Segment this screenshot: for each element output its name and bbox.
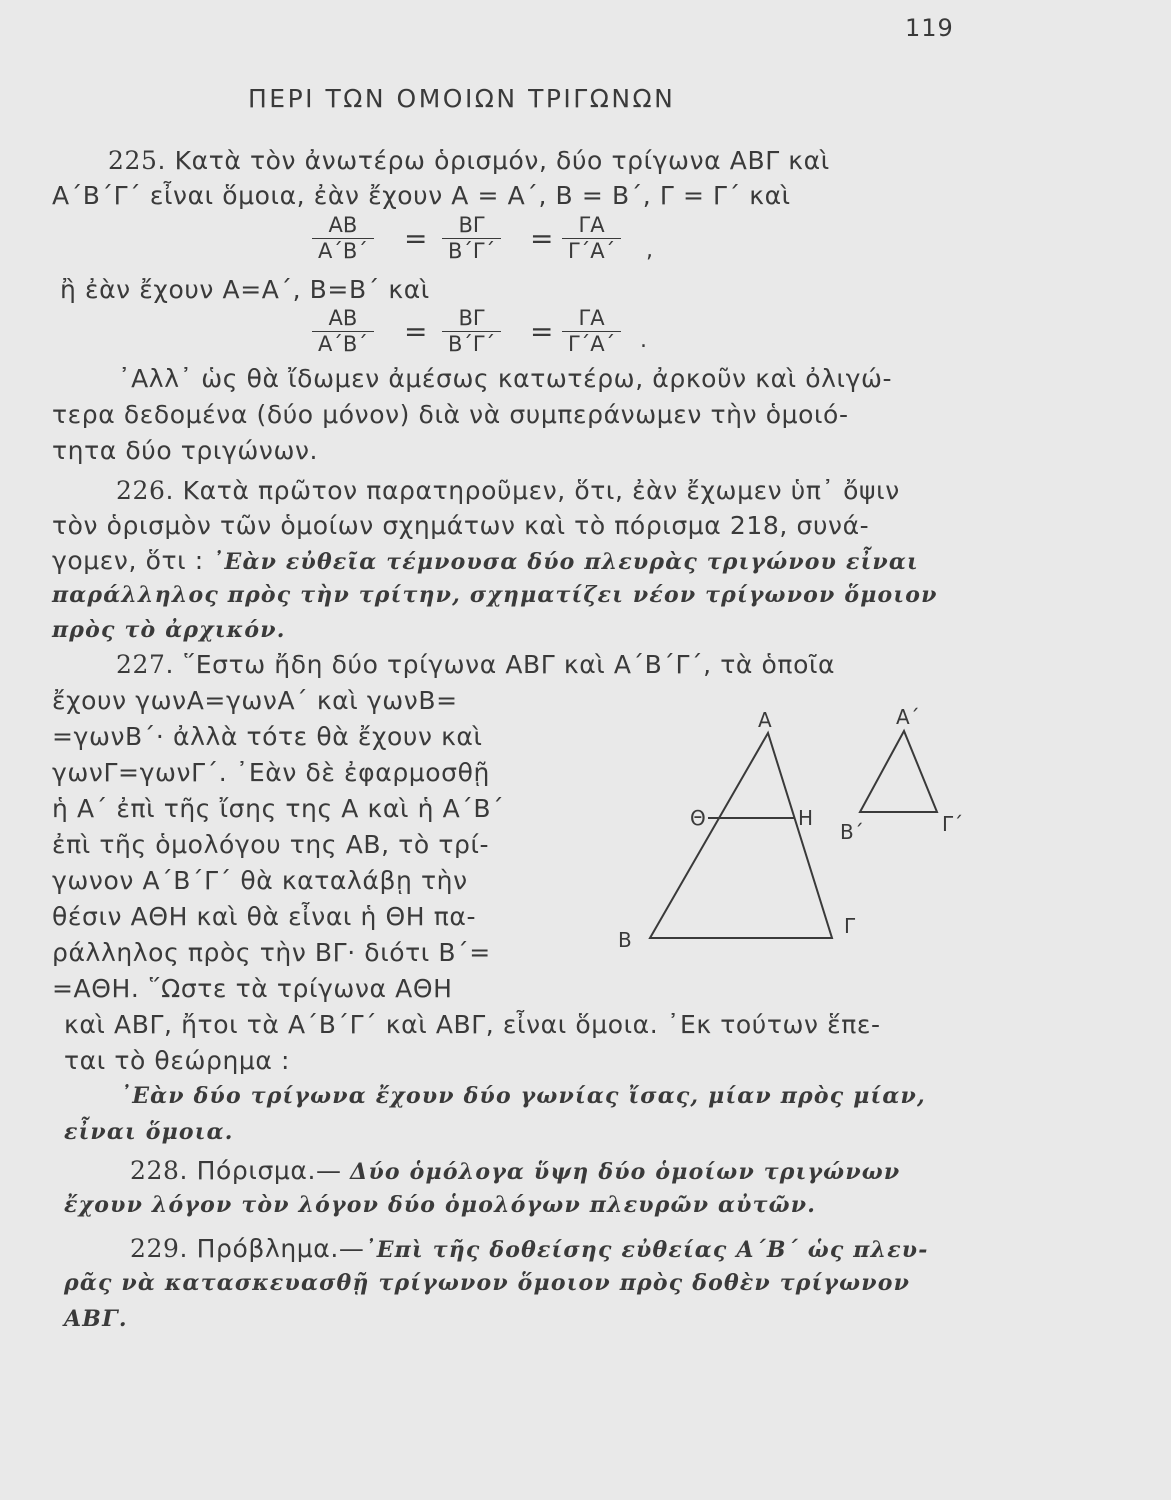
comma: , — [646, 238, 653, 263]
label-theta: Θ — [690, 806, 706, 830]
s226-theorem-line-2: παράλληλος πρὸς τὴν τρίτην, σχηματίζει νέον τρίγωνον ὅμοιον — [52, 582, 938, 608]
s227-line-9: ράλληλος πρὸς τὴν ΒΓ· διότι Β΄= — [52, 938, 491, 967]
fraction-ga: $\frac{\Gamma A}{\Gamma΄A΄}$ — [562, 212, 621, 263]
equals-sign: = — [404, 315, 428, 348]
label-a-prime: Α΄ — [896, 705, 920, 729]
equals-sign: = — [404, 222, 428, 255]
s227-line-12: ται τὸ θεώρημα : — [64, 1046, 291, 1075]
s226-theorem-line-3: πρὸς τὸ ἀρχικόν. — [52, 617, 286, 643]
s225-text: . Κατὰ τὸν ἀνωτέρω ὁρισμόν, δύο τρίγωνα ΑΒΓ καὶ — [157, 146, 830, 175]
s229-number: 229 — [130, 1234, 180, 1263]
s227-line-4: γωνΓ=γωνΓ΄. ᾿Εὰν δὲ ἐφαρμοσθῇ — [52, 758, 490, 787]
fraction-bg: $\frac{B\Gamma}{B΄\Gamma΄}$ — [442, 305, 501, 356]
s226-number: 226 — [116, 476, 166, 505]
triangle-abg — [650, 733, 832, 938]
label-g: Γ — [844, 914, 856, 938]
equals-sign: = — [530, 222, 554, 255]
s227-line-11: καὶ ΑΒΓ, ἤτοι τὰ Α΄Β΄Γ΄ καὶ ΑΒΓ, εἶναι ὅμοια. ᾿Εκ τούτων ἕπε- — [64, 1010, 881, 1039]
period: . — [640, 328, 647, 353]
label-b-prime: Β΄ — [840, 820, 864, 844]
s227-number: 227 — [116, 650, 166, 679]
s225-line-3: ἢ ἐὰν ἔχουν Α=Α΄, Β=Β΄ καὶ — [60, 275, 430, 304]
s227-line-10: =ΑΘΗ. ῞Ωστε τὰ τρίγωνα ΑΘΗ — [52, 974, 453, 1003]
label-h: Η — [798, 806, 814, 830]
fraction-ga: $\frac{\Gamma A}{\Gamma΄A΄}$ — [562, 305, 621, 356]
s227-line-6: ἐπὶ τῆς ὁμολόγου της ΑΒ, τὸ τρί- — [52, 830, 490, 859]
fraction-ab: $\frac{AB}{A΄B΄}$ — [312, 212, 374, 263]
s225-number: 225 — [108, 146, 158, 175]
s227-text: . ῞Εστω ἤδη δύο τρίγωνα ΑΒΓ καὶ Α΄Β΄Γ΄, τὰ ὁποῖα — [165, 650, 836, 679]
s227-line-2: ἔχουν γωνΑ=γωνΑ΄ καὶ γωνΒ= — [52, 686, 458, 715]
s225-line-4: ᾿Αλλ᾿ ὡς θὰ ἴδωμεν ἀμέσως κατωτέρω, ἀρκοῦν καὶ ὀλιγώ- — [118, 364, 893, 393]
fraction-ab: $\frac{AB}{A΄B΄}$ — [312, 305, 374, 356]
page-title: ΠΕΡΙ ΤΩΝ ΟΜΟΙΩΝ ΤΡΙΓΩΝΩΝ — [248, 84, 676, 113]
s228-text: Δύο ὁμόλογα ὕψη δύο ὁμοίων τριγώνων — [350, 1159, 901, 1185]
s228-number: 228 — [130, 1156, 180, 1185]
label-a: Α — [758, 708, 772, 732]
s228-line-2: ἔχουν λόγον τὸν λόγον δύο ὁμολόγων πλευρῶν αὐτῶν. — [64, 1192, 817, 1218]
s225-line-6: τητα δύο τριγώνων. — [52, 436, 319, 465]
s228-label: . Πόρισμα.— — [179, 1156, 342, 1185]
s227-theorem-line-1: ᾿Εὰν δύο τρίγωνα ἔχουν δύο γωνίας ἴσας, μίαν πρὸς μίαν, — [120, 1083, 926, 1109]
s229-text: ᾿Επὶ τῆς δοθείσης εὐθείας Α΄Β΄ ὡς πλευ- — [364, 1237, 929, 1263]
label-g-prime: Γ΄ — [942, 812, 964, 836]
s227-line-7: γωνον Α΄Β΄Γ΄ θὰ καταλάβῃ τὴν — [52, 866, 468, 895]
s229-label: . Πρόβλημα.— — [179, 1234, 365, 1263]
s227-line-3: =γωνΒ΄· ἀλλὰ τότε θὰ ἔχουν καὶ — [52, 722, 483, 751]
label-b: Β — [618, 928, 632, 952]
s226-line-2: τὸν ὁρισμὸν τῶν ὁμοίων σχημάτων καὶ τὸ πόρισμα 218, συνά- — [52, 511, 870, 540]
s227-line-5: ἡ Α΄ ἐπὶ τῆς ἴσης της Α καὶ ἡ Α΄Β΄ — [52, 794, 505, 823]
s227-theorem-line-2: εἶναι ὅμοια. — [64, 1119, 234, 1145]
s227-line-8: θέσιν ΑΘΗ καὶ θὰ εἶναι ἡ ΘΗ πα- — [52, 902, 477, 931]
page-number: 119 — [905, 14, 954, 42]
s226-theorem: ᾿Εὰν εὐθεῖα τέμνουσα δύο πλευρὰς τριγώνου εἶναι — [212, 549, 919, 575]
s225-line-2: Α΄Β΄Γ΄ εἶναι ὅμοια, ἐὰν ἔχουν Α = Α΄, Β = Β΄, Γ = Γ΄ καὶ — [52, 181, 791, 210]
s229-line-2: ρᾶς νὰ κατασκευασθῇ τρίγωνον ὅμοιον πρὸς δοθὲν τρίγωνον — [64, 1270, 911, 1296]
s226-text: γομεν, ὅτι : — [52, 546, 204, 575]
fraction-bg: $\frac{B\Gamma}{B΄\Gamma΄}$ — [442, 212, 501, 263]
s225-line-5: τερα δεδομένα (δύο μόνον) διὰ νὰ συμπεράνωμεν τὴν ὁμοιό- — [52, 400, 849, 429]
triangle-a-b-g-prime — [860, 731, 937, 812]
equals-sign: = — [530, 315, 554, 348]
s226-text: . Κατὰ πρῶτον παρατηροῦμεν, ὅτι, ἐὰν ἔχωμεν ὑπ᾿ ὄψιν — [165, 476, 900, 505]
s229-line-3: ΑΒΓ. — [64, 1306, 128, 1332]
